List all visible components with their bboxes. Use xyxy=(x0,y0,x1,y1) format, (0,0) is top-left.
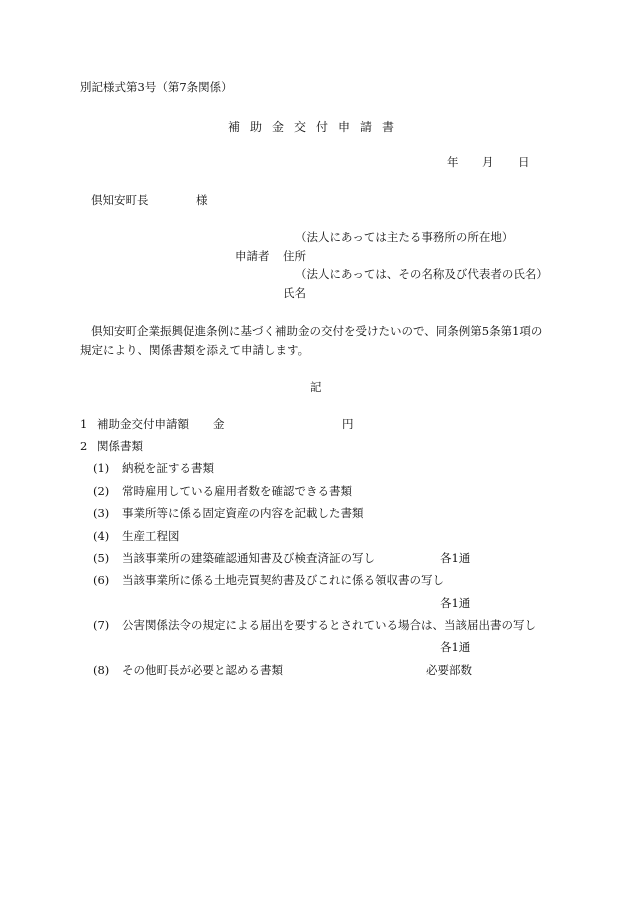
item-1-number: 1 xyxy=(80,417,88,431)
item-2-label: 関係書類 xyxy=(97,439,143,453)
addressee: 倶知安町長 xyxy=(91,193,149,207)
item-2-number: 2 xyxy=(80,439,88,453)
doc-5-number: (5) xyxy=(93,551,110,565)
doc-4-text: 生産工程図 xyxy=(122,529,180,543)
doc-7-number: (7) xyxy=(93,618,110,632)
ki-heading: 記 xyxy=(310,380,322,394)
doc-8-text: その他町長が必要と認める書類 xyxy=(122,663,283,677)
date-day: 日 xyxy=(518,155,530,169)
address-label: 住所 xyxy=(283,249,306,263)
doc-1-number: (1) xyxy=(93,461,110,475)
body-text-line-2: 規定により、関係書類を添えて申請します。 xyxy=(80,343,310,357)
doc-6-text: 当該事業所に係る土地売買契約書及びこれに係る領収書の写し xyxy=(122,573,444,587)
applicant-label: 申請者 xyxy=(235,249,270,263)
body-text-line-1: 倶知安町企業振興促進条例に基づく補助金の交付を受けたいので、同条例第5条第1項の xyxy=(91,324,543,338)
doc-8-number: (8) xyxy=(93,663,110,677)
corp-address-note: （法人にあっては主たる事務所の所在地） xyxy=(295,230,514,244)
doc-3-text: 事業所等に係る固定資産の内容を記載した書類 xyxy=(122,506,364,520)
doc-5-quantity: 各1通 xyxy=(440,551,471,565)
corp-name-note: （法人にあっては、その名称及び代表者の氏名） xyxy=(295,267,548,281)
date-month: 月 xyxy=(482,155,494,169)
item-1-label: 補助金交付申請額 xyxy=(97,417,189,431)
item-1-yen: 円 xyxy=(342,417,354,431)
doc-8-quantity: 必要部数 xyxy=(426,663,472,677)
doc-6-quantity: 各1通 xyxy=(440,596,471,610)
doc-7-quantity: 各1通 xyxy=(440,640,471,654)
doc-6-number: (6) xyxy=(93,573,110,587)
doc-4-number: (4) xyxy=(93,529,110,543)
doc-2-number: (2) xyxy=(93,484,110,498)
name-label: 氏名 xyxy=(283,286,306,300)
item-1-kin: 金 xyxy=(213,417,225,431)
document-title: 補助金交付申請書 xyxy=(228,120,405,134)
doc-7-text: 公害関係法令の規定による届出を要するとされている場合は、当該届出書の写し xyxy=(122,618,536,632)
doc-2-text: 常時雇用している雇用者数を確認できる書類 xyxy=(122,484,352,498)
honorific: 様 xyxy=(196,193,208,207)
doc-5-text: 当該事業所の建築確認通知書及び検査済証の写し xyxy=(122,551,375,565)
date-year: 年 xyxy=(447,155,459,169)
doc-1-text: 納税を証する書類 xyxy=(122,461,214,475)
doc-3-number: (3) xyxy=(93,506,110,520)
form-number: 別記様式第3号（第7条関係） xyxy=(80,80,233,94)
